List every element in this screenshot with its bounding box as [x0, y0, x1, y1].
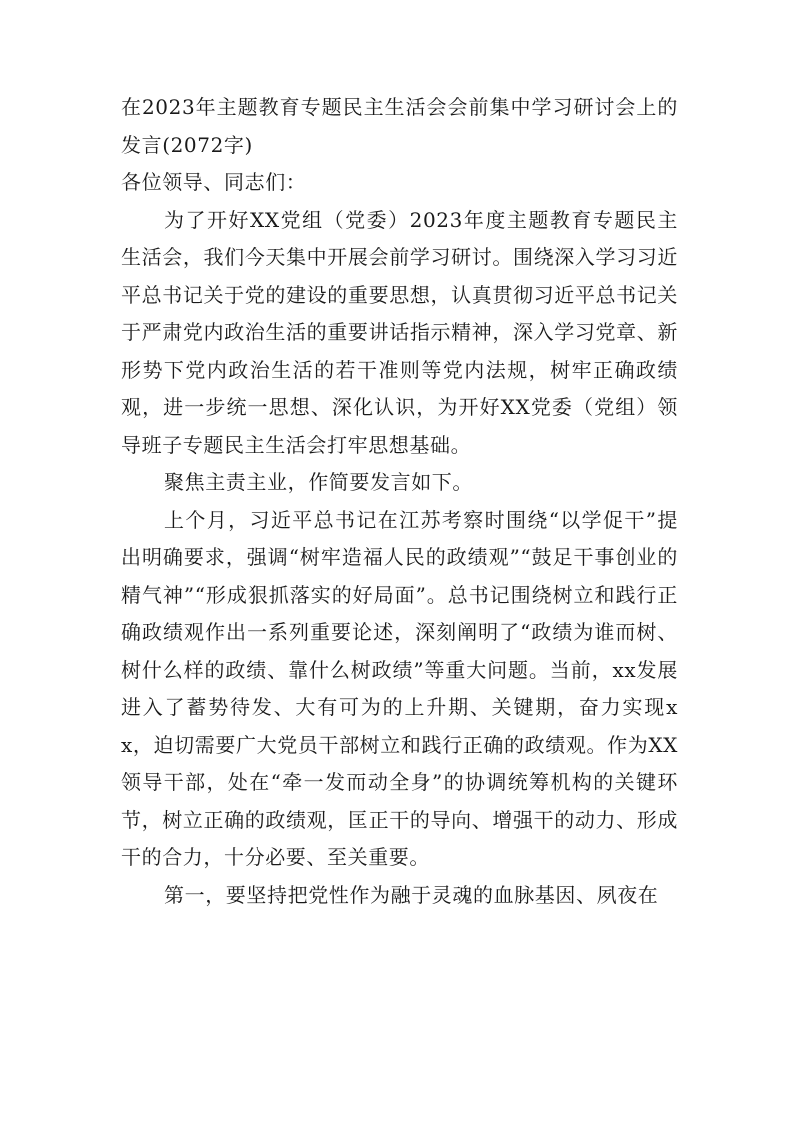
document-body — [121, 89, 678, 914]
paragraph-context: 上个月，习近平总书记在江苏考察时围绕“以学促干”提出明确要求，强调“树牢造福人民的政绩观”“鼓足干事创业的精气神”“形成狠抓落实的好局面”。总书记围绕树立和践行正确政绩观作出一系列重要论述，深刻阐明了“政绩为谁而树、树什么样的政绩、靠什么树政绩”等重大问题。当前，xx发展进入了蓄势待发、大有可为的上升期、关键期，奋力实现xx，迫切需要广大党员干部树立和践行正确的政绩观。作为XX领导干部，处在“牵一发而动全身”的协调统筹机构的关键环节，树立正确的政绩观，匡正干的导向、增强干的动力、形成干的合力，十分必要、至关重要。 — [121, 507, 678, 869]
paragraph-first-point: 第一，要坚持把党性作为融于灵魂的血脉基因、夙夜在 — [164, 882, 659, 907]
paragraph-intro: 为了开好XX党组（党委）2023年度主题教育专题民主生活会，我们今天集中开展会前学习研讨。围绕深入学习习近平总书记关于党的建设的重要思想，认真贯彻习近平总书记关于严肃党内政治生活的重要讲话指示精神，深入学习党章、新形势下党内政治生活的若干准则等党内法规，树牢正确政绩观，进一步统一思想、深化认识，为开好XX党委（党组）领导班子专题民主生活会打牢思想基础。 — [121, 207, 678, 457]
document-title: 在2023年主题教育专题民主生活会会前集中学习研讨会上的发言(2072字) — [121, 95, 678, 157]
salutation: 各位领导、同志们： — [121, 170, 307, 194]
paragraph-focus: 聚焦主责主业，作简要发言如下。 — [164, 470, 473, 494]
